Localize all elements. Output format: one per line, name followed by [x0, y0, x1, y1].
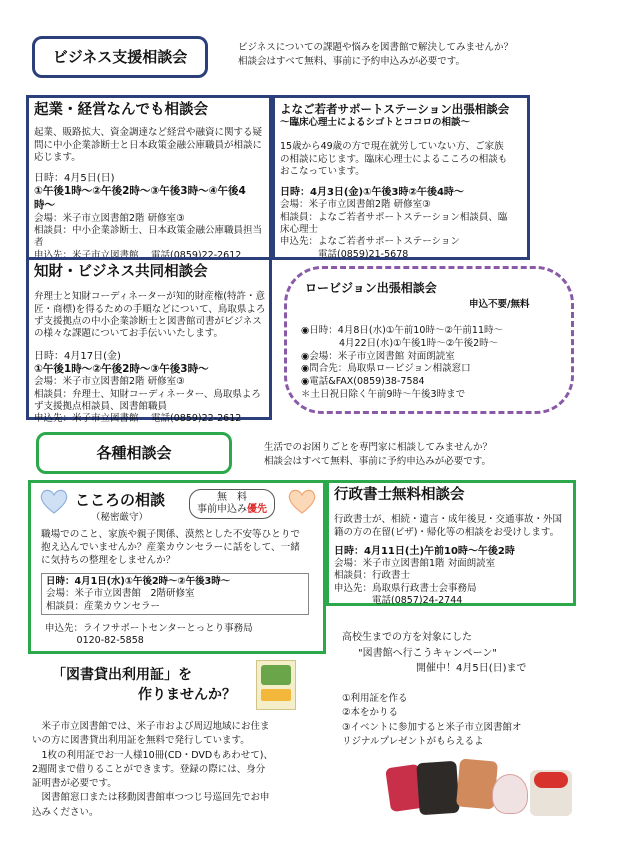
low-vision-details: ◉日時：4月8日(水)①午前10時～②午前11時～ 4月22日(水)①午後1時～②午後2時～ ◉会場：米子市立図書館 対面朗読室 ◉問合先：鳥取県ロービジョン相談窓口 ◉電話&FAX(0859)38-7584 ＊土日祝日除く午前9時～午後3時まで — [301, 325, 504, 401]
cake-image — [492, 774, 528, 814]
ip-date: 日時：4月17日(金) ①午後1時～②午後2時～③午後3時～ — [34, 350, 209, 375]
startup-date: 日時：4月5日(日) ①午後1時～②午後2時～③午後3時～④午後4 時～ — [34, 173, 246, 212]
free-badge: 無 料 事前申込み優先 — [189, 489, 275, 519]
campaign-text: 高校生までの方を対象にした "図書館へ行こうキャンペーン" 開催中！4月5日(日)まで — [342, 632, 527, 674]
admin-consultation-box — [326, 480, 576, 606]
startup-info: 会場：米子市立図書館2階 研修室③ 相談員：中小企業診断士、日本政策金融公庫職員担当 者 申込先：米子市立図書館 電話(0859)22-2612 — [34, 212, 263, 261]
heart-description: 職場でのこと、家族や親子関係、漠然とした不安等ひとりで 抱え込んでいませんか？産業カウンセラーに話をして、一緒 に気持ちの整理をしませんか？ — [41, 529, 301, 566]
youth-date: 日時：4月3日(金)①午後3時②午後4時～ — [280, 187, 464, 199]
heart-consultation-box — [28, 480, 326, 654]
youth-subtitle: ～臨床心理士によるシゴトとココロの相談～ — [280, 116, 471, 128]
heart-title: こころの相談 — [75, 491, 166, 509]
library-card-image — [256, 660, 296, 710]
startup-consultation-box — [26, 95, 272, 260]
youth-consultation-box — [272, 95, 530, 260]
low-vision-note: 申込不要/無料 — [469, 299, 530, 310]
card-title-2: 作りませんか？ — [138, 687, 236, 703]
heart-contact: 申込先：ライフサポートセンターとっとり事務局 0120-82-5858 — [45, 623, 253, 647]
admin-title: 行政書士無料相談会 — [334, 487, 465, 503]
ip-description: 弁理士と知財コーディネーターが知的財産権(特許・意 匠・商標)を得るための手順などについて、鳥取県よろ ず支援拠点の中小企業診断士と図書館司書がビジネス の様々な課題についてお手伝いいたします。 — [34, 291, 266, 340]
ip-info: 会場：米子市立図書館2階 研修室③ 相談員：弁理士、知財コーディネーター、鳥取県よろ ず支援拠点相談員、図書館職員 申込先：米子市立図書館 電話(0859)22-2612 — [34, 376, 261, 425]
low-vision-box — [284, 266, 574, 414]
card-body: 米子市立図書館では、米子市および周辺地域にお住ま いの方に図書貸出利用証を無料で発行しています。 1枚の利用証でお一人様10冊(CD・DVDもあわせて)、 2週間まで借りることができます。登録の際には、身分 証明書が必要です。 図書館窓口または移動図書館車つつじ号巡回先でお申 込みください。 — [32, 721, 273, 818]
business-intro: ビジネスについての課題や悩みを図書館で解決してみませんか？ 相談会はすべて無料、事前に予約申込みが必要です。 — [238, 42, 514, 67]
card-title-1: 「図書貸出利用証」を — [52, 667, 192, 683]
business-header: ビジネス支援相談会 — [32, 36, 208, 78]
heart-subtitle: （秘密厳守） — [91, 512, 149, 523]
startup-description: 起業、販路拡大、資金調達など経営や融資に関する疑 問に中小企業診断士と日本政策金融公庫職員が相談に 応じます。 — [34, 127, 263, 164]
youth-info: 会場：米子市立図書館2階 研修室③ 相談員：よなご若者サポートステーション相談員、臨 床心理士 申込先：よなご若者サポートステーション 電話(0859)21-5678 — [280, 199, 508, 260]
youth-title: よなご若者サポートステーション出張相談会 — [280, 102, 510, 116]
ip-title: 知財・ビジネス共同相談会 — [34, 264, 208, 280]
startup-title: 起業・経営なんでも相談会 — [34, 102, 208, 118]
various-intro: 生活でのお困りごとを専門家に相談してみませんか？ 相談会はすべて無料、事前に予約申込みが必要です。 — [264, 442, 493, 467]
books-illustration — [388, 760, 578, 830]
admin-description: 行政書士が、相続・遺言・成年後見・交通事故・外国 籍の方の在留(ビザ)・帰化等の相談をお受けします。 — [334, 514, 563, 538]
blue-heart-icon — [39, 487, 69, 515]
admin-info: 会場：米子市立図書館1階 対面朗読室 相談員：行政書士 申込先：鳥取県行政書士会事務局 電話(0857)24-2744 — [334, 558, 496, 607]
ip-consultation-box — [26, 257, 272, 425]
orange-heart-icon — [287, 487, 317, 515]
heart-schedule: 日時：4月1日(水)①午後2時～②午後3時～ 会場：米子市立図書館 2階研修室 相談員：産業カウンセラー — [41, 573, 309, 615]
youth-description: 15歳から49歳の方で現在就労していない方、ご家族 の相談に応じます。臨床心理士によるこころの相談も おこなっています。 — [280, 141, 508, 177]
admin-date: 日時：4月11日(土)午前10時～午後2時 — [334, 546, 515, 558]
campaign-steps: ①利用証を作る ②本をかりる ③イベントに参加すると米子市立図書館オ リジナルプレゼントがもらえるよ — [342, 693, 522, 747]
various-header: 各種相談会 — [36, 432, 232, 474]
strawberry-basket-image — [530, 770, 572, 816]
book-dark-image — [416, 761, 460, 816]
low-vision-title: ロービジョン出張相談会 — [305, 281, 437, 295]
